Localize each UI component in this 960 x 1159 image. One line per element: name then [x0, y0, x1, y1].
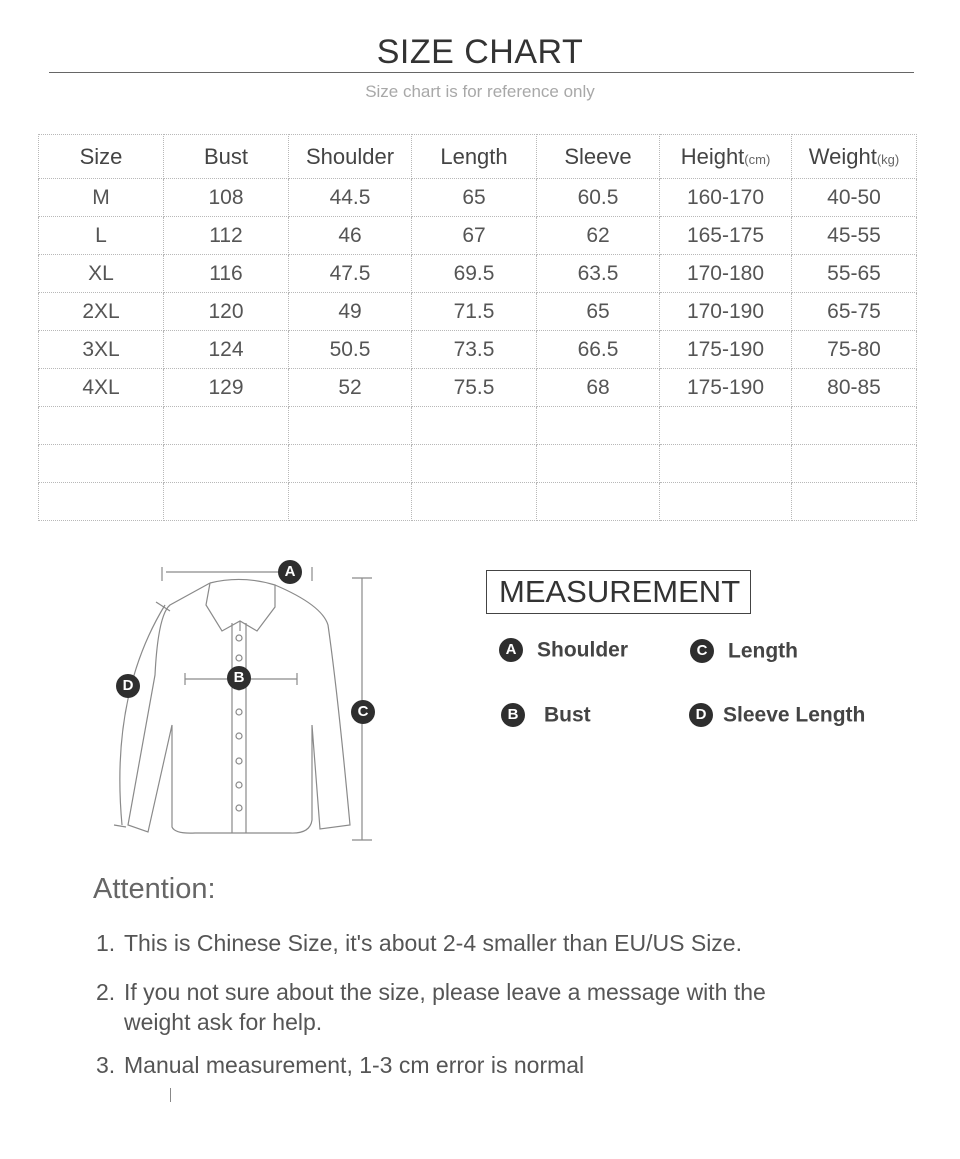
table-cell — [792, 407, 917, 445]
column-header-label: Length — [440, 143, 508, 169]
column-header-label: Size — [79, 143, 123, 169]
marker-b-icon: B — [501, 703, 525, 727]
legend-label: Bust — [544, 703, 591, 727]
table-cell — [660, 483, 792, 521]
table-cell: 68 — [537, 369, 660, 407]
attention-note — [96, 1050, 876, 1080]
attention-note — [96, 928, 876, 958]
shirt-diagram — [100, 555, 400, 855]
table-cell: 112 — [164, 217, 289, 255]
table-cell: 80-85 — [792, 369, 917, 407]
page-title: SIZE CHART — [376, 33, 584, 71]
size-table — [38, 134, 917, 521]
table-cell: 69.5 — [412, 255, 537, 293]
table-cell: 165-175 — [660, 217, 792, 255]
table-row — [39, 255, 917, 293]
table-cell: 170-190 — [660, 293, 792, 331]
table-cell: 71.5 — [412, 293, 537, 331]
table-cell: 67 — [412, 217, 537, 255]
table-cell: 129 — [164, 369, 289, 407]
measurement-title: MEASUREMENT — [486, 570, 751, 614]
table-cell — [289, 445, 412, 483]
table-row — [39, 369, 917, 407]
table-cell: 60.5 — [537, 179, 660, 217]
table-cell: 2XL — [39, 293, 164, 331]
table-cell: 65 — [537, 293, 660, 331]
note-text: This is Chinese Size, it's about 2-4 smaller than EU/US Size. — [124, 930, 742, 956]
table-cell — [39, 483, 164, 521]
legend-bust — [501, 703, 591, 727]
table-cell — [660, 407, 792, 445]
note-text: Manual measurement, 1-3 cm error is normal — [124, 1052, 585, 1078]
table-cell: 170-180 — [660, 255, 792, 293]
column-header — [39, 135, 164, 179]
marker-d-icon: D — [689, 703, 713, 727]
note-text-continued: weight ask for help. — [124, 1009, 323, 1035]
legend-label: Shoulder — [537, 638, 629, 662]
legend-label: Length — [728, 639, 798, 663]
column-header-label: Shoulder — [305, 143, 395, 169]
table-cell: 120 — [164, 293, 289, 331]
column-header — [164, 135, 289, 179]
table-cell: 175-190 — [660, 369, 792, 407]
marker-d-icon: D — [116, 674, 140, 698]
table-cell: 50.5 — [289, 331, 412, 369]
table-cell: 3XL — [39, 331, 164, 369]
table-cell: 49 — [289, 293, 412, 331]
column-unit: (kg) — [876, 151, 900, 167]
table-cell: 63.5 — [537, 255, 660, 293]
table-cell — [412, 483, 537, 521]
table-cell: 66.5 — [537, 331, 660, 369]
table-cell: 65-75 — [792, 293, 917, 331]
column-header — [537, 135, 660, 179]
table-cell — [537, 445, 660, 483]
marker-c-icon: C — [690, 639, 714, 663]
table-header-row — [39, 135, 917, 179]
column-header-label: Bust — [203, 143, 249, 169]
table-cell — [164, 407, 289, 445]
table-cell: 108 — [164, 179, 289, 217]
table-cell: 52 — [289, 369, 412, 407]
column-header — [660, 135, 792, 179]
table-cell — [164, 445, 289, 483]
attention-heading: Attention: — [93, 873, 216, 905]
legend-length — [690, 639, 798, 663]
table-row — [39, 179, 917, 217]
table-cell: M — [39, 179, 164, 217]
table-cell: 160-170 — [660, 179, 792, 217]
marker-c-icon: C — [351, 700, 375, 724]
table-cell — [412, 445, 537, 483]
table-cell: L — [39, 217, 164, 255]
table-cell — [537, 407, 660, 445]
column-header — [792, 135, 917, 179]
column-header-label: Height — [680, 143, 745, 169]
table-cell — [792, 483, 917, 521]
table-cell — [289, 483, 412, 521]
table-row — [39, 217, 917, 255]
table-cell — [412, 407, 537, 445]
table-cell — [792, 445, 917, 483]
table-cell: 116 — [164, 255, 289, 293]
legend-sleeve-length — [689, 703, 865, 727]
table-cell — [289, 407, 412, 445]
attention-note — [96, 977, 876, 1037]
table-row — [39, 483, 917, 521]
legend-label: Sleeve Length — [723, 703, 866, 727]
table-cell: XL — [39, 255, 164, 293]
marker-a-icon: A — [278, 560, 302, 584]
column-header — [412, 135, 537, 179]
note-text: If you not sure about the size, please leave a message with the — [124, 979, 766, 1005]
table-cell: 45-55 — [792, 217, 917, 255]
text-cursor — [170, 1088, 171, 1102]
marker-a-icon: A — [499, 638, 523, 662]
table-cell: 46 — [289, 217, 412, 255]
table-cell: 47.5 — [289, 255, 412, 293]
column-unit: (cm) — [744, 151, 771, 167]
note-number: 3. — [96, 1052, 116, 1078]
table-cell: 73.5 — [412, 331, 537, 369]
table-cell — [660, 445, 792, 483]
note-number: 2. — [96, 979, 116, 1005]
table-cell: 65 — [412, 179, 537, 217]
column-header — [289, 135, 412, 179]
table-cell: 124 — [164, 331, 289, 369]
table-cell: 55-65 — [792, 255, 917, 293]
table-cell: 44.5 — [289, 179, 412, 217]
table-cell: 4XL — [39, 369, 164, 407]
table-cell: 175-190 — [660, 331, 792, 369]
table-cell — [39, 407, 164, 445]
table-cell: 62 — [537, 217, 660, 255]
column-header-label: Sleeve — [564, 143, 632, 169]
page-subtitle: Size chart is for reference only — [365, 82, 595, 101]
marker-b-icon: B — [227, 666, 251, 690]
table-row — [39, 293, 917, 331]
table-cell — [537, 483, 660, 521]
table-cell: 40-50 — [792, 179, 917, 217]
table-row — [39, 331, 917, 369]
table-cell: 75.5 — [412, 369, 537, 407]
table-cell: 75-80 — [792, 331, 917, 369]
table-cell — [39, 445, 164, 483]
table-row — [39, 407, 917, 445]
title-divider — [49, 72, 914, 73]
column-header-label: Weight — [808, 143, 877, 169]
table-row — [39, 445, 917, 483]
note-number: 1. — [96, 930, 116, 956]
legend-shoulder — [499, 638, 628, 662]
table-cell — [164, 483, 289, 521]
